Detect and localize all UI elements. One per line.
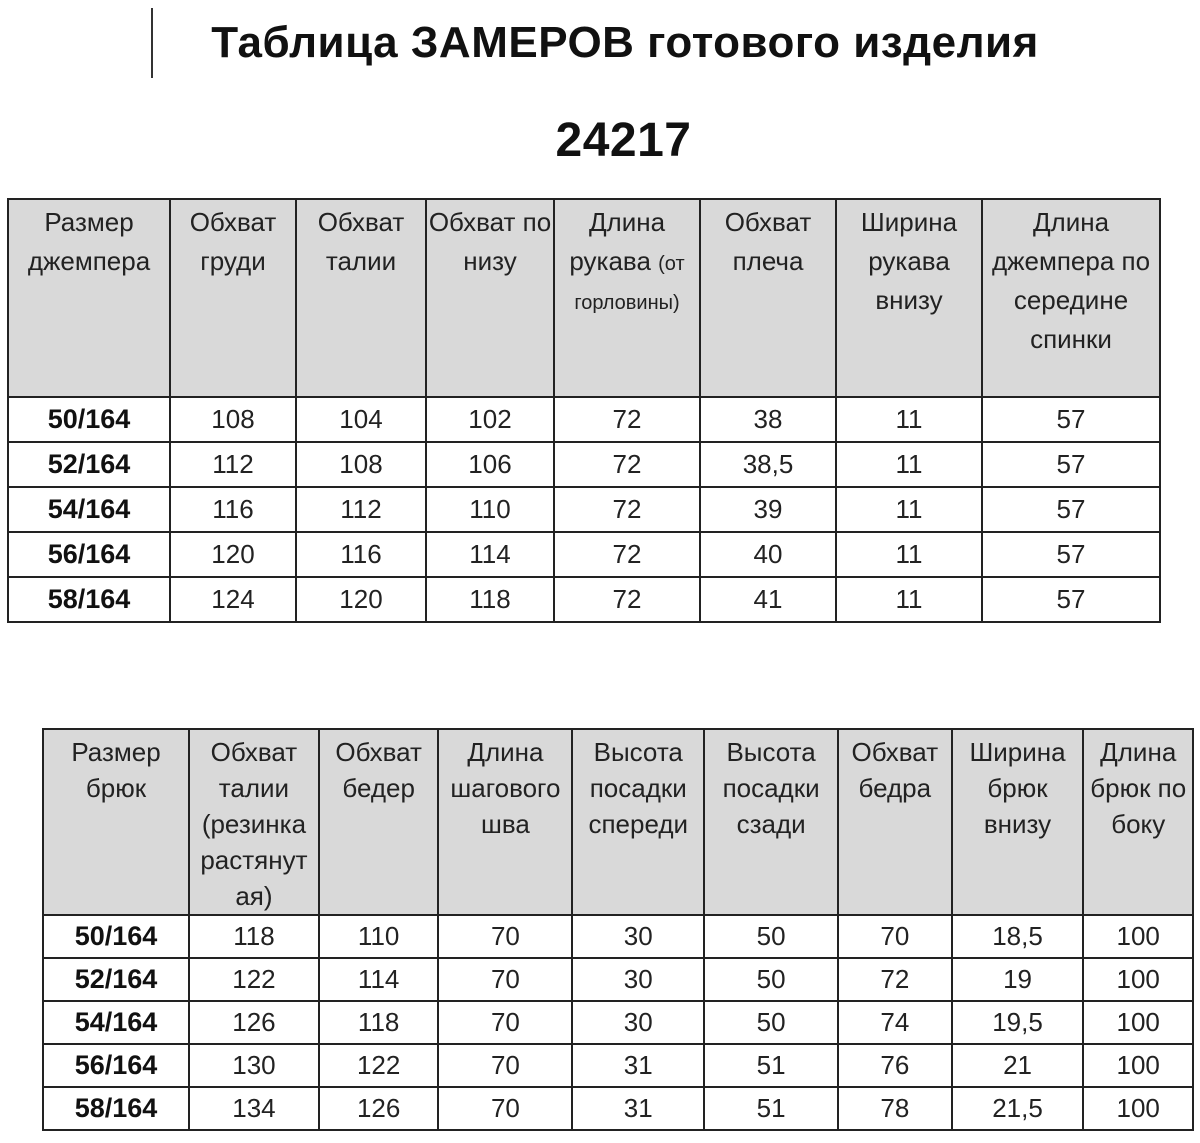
value-cell: 41	[700, 577, 836, 622]
value-cell: 31	[572, 1044, 704, 1087]
size-cell: 54/164	[43, 1001, 189, 1044]
value-cell: 112	[170, 442, 296, 487]
header-cell: Ширина брюк внизу	[952, 729, 1084, 915]
header-cell: Обхват бедер	[319, 729, 439, 915]
header-cell: Размер брюк	[43, 729, 189, 915]
table-row	[43, 915, 1193, 958]
value-cell: 30	[572, 958, 704, 1001]
value-cell: 74	[838, 1001, 952, 1044]
value-cell: 39	[700, 487, 836, 532]
value-cell: 19,5	[952, 1001, 1084, 1044]
size-cell: 58/164	[43, 1087, 189, 1130]
header-note: (от горловины)	[574, 253, 685, 314]
value-cell: 116	[170, 487, 296, 532]
header-cell: Обхват груди	[170, 199, 296, 397]
table-row	[8, 577, 1160, 622]
value-cell: 21	[952, 1044, 1084, 1087]
value-cell: 104	[296, 397, 426, 442]
value-cell: 11	[836, 487, 982, 532]
size-cell: 52/164	[43, 958, 189, 1001]
value-cell: 70	[438, 915, 572, 958]
value-cell: 112	[296, 487, 426, 532]
header-cell: Обхват бедра	[838, 729, 952, 915]
header-cell: Обхват плеча	[700, 199, 836, 397]
table-row	[8, 397, 1160, 442]
header-cell: Высота посадки сзади	[704, 729, 838, 915]
value-cell: 11	[836, 442, 982, 487]
size-cell: 52/164	[8, 442, 170, 487]
table-row	[8, 487, 1160, 532]
table-row	[43, 1044, 1193, 1087]
header-cell: Размер джемпера	[8, 199, 170, 397]
table-row	[43, 1001, 1193, 1044]
value-cell: 11	[836, 577, 982, 622]
table-header-row	[43, 729, 1193, 915]
value-cell: 76	[838, 1044, 952, 1087]
value-cell: 70	[438, 1001, 572, 1044]
value-cell: 70	[438, 958, 572, 1001]
value-cell: 120	[170, 532, 296, 577]
value-cell: 102	[426, 397, 554, 442]
value-cell: 108	[170, 397, 296, 442]
header-cell: Длина джемпера по середине спинки	[982, 199, 1160, 397]
value-cell: 122	[319, 1044, 439, 1087]
value-cell: 72	[838, 958, 952, 1001]
value-cell: 72	[554, 532, 700, 577]
value-cell: 51	[704, 1087, 838, 1130]
value-cell: 118	[319, 1001, 439, 1044]
value-cell: 38	[700, 397, 836, 442]
header-cell: Обхват по низу	[426, 199, 554, 397]
table-header-row	[8, 199, 1160, 397]
value-cell: 57	[982, 487, 1160, 532]
value-cell: 19	[952, 958, 1084, 1001]
value-cell: 124	[170, 577, 296, 622]
value-cell: 100	[1083, 1087, 1193, 1130]
value-cell: 118	[189, 915, 319, 958]
value-cell: 18,5	[952, 915, 1084, 958]
article-number: 24217	[555, 114, 692, 167]
value-cell: 70	[838, 915, 952, 958]
size-cell: 56/164	[8, 532, 170, 577]
header-cell: Высота посадки спереди	[572, 729, 704, 915]
value-cell: 134	[189, 1087, 319, 1130]
value-cell: 40	[700, 532, 836, 577]
value-cell: 57	[982, 397, 1160, 442]
value-cell: 100	[1083, 1044, 1193, 1087]
value-cell: 50	[704, 915, 838, 958]
table-row	[8, 532, 1160, 577]
value-cell: 100	[1083, 915, 1193, 958]
table-row	[43, 958, 1193, 1001]
value-cell: 50	[704, 1001, 838, 1044]
value-cell: 11	[836, 532, 982, 577]
header-cell: Длина брюк по боку	[1083, 729, 1193, 915]
value-cell: 72	[554, 577, 700, 622]
header-cell: Обхват талии	[296, 199, 426, 397]
value-cell: 57	[982, 577, 1160, 622]
jumper-measurements-table	[7, 198, 1161, 623]
value-cell: 57	[982, 532, 1160, 577]
value-cell: 30	[572, 1001, 704, 1044]
value-cell: 100	[1083, 1001, 1193, 1044]
size-cell: 56/164	[43, 1044, 189, 1087]
value-cell: 30	[572, 915, 704, 958]
value-cell: 72	[554, 397, 700, 442]
value-cell: 70	[438, 1087, 572, 1130]
size-cell: 58/164	[8, 577, 170, 622]
value-cell: 118	[426, 577, 554, 622]
table-row	[43, 1087, 1193, 1130]
value-cell: 120	[296, 577, 426, 622]
pants-measurements-table	[42, 728, 1194, 1131]
header-cell: Длина шагового шва	[438, 729, 572, 915]
table-row	[8, 442, 1160, 487]
header-cell: Длина рукава (от горловины)	[554, 199, 700, 397]
value-cell: 78	[838, 1087, 952, 1130]
value-cell: 51	[704, 1044, 838, 1087]
value-cell: 31	[572, 1087, 704, 1130]
header-cell: Ширина рукава внизу	[836, 199, 982, 397]
value-cell: 21,5	[952, 1087, 1084, 1130]
value-cell: 110	[319, 915, 439, 958]
value-cell: 100	[1083, 958, 1193, 1001]
value-cell: 110	[426, 487, 554, 532]
value-cell: 114	[426, 532, 554, 577]
value-cell: 116	[296, 532, 426, 577]
value-cell: 108	[296, 442, 426, 487]
value-cell: 106	[426, 442, 554, 487]
value-cell: 126	[319, 1087, 439, 1130]
value-cell: 50	[704, 958, 838, 1001]
value-cell: 72	[554, 487, 700, 532]
value-cell: 126	[189, 1001, 319, 1044]
value-cell: 72	[554, 442, 700, 487]
size-cell: 54/164	[8, 487, 170, 532]
header-cell: Обхват талии (резинка растянут ая)	[189, 729, 319, 915]
value-cell: 57	[982, 442, 1160, 487]
value-cell: 11	[836, 397, 982, 442]
value-cell: 70	[438, 1044, 572, 1087]
page-title: Таблица ЗАМЕРОВ готового изделия	[211, 18, 1039, 67]
value-cell: 38,5	[700, 442, 836, 487]
size-cell: 50/164	[43, 915, 189, 958]
value-cell: 130	[189, 1044, 319, 1087]
value-cell: 114	[319, 958, 439, 1001]
value-cell: 122	[189, 958, 319, 1001]
size-cell: 50/164	[8, 397, 170, 442]
